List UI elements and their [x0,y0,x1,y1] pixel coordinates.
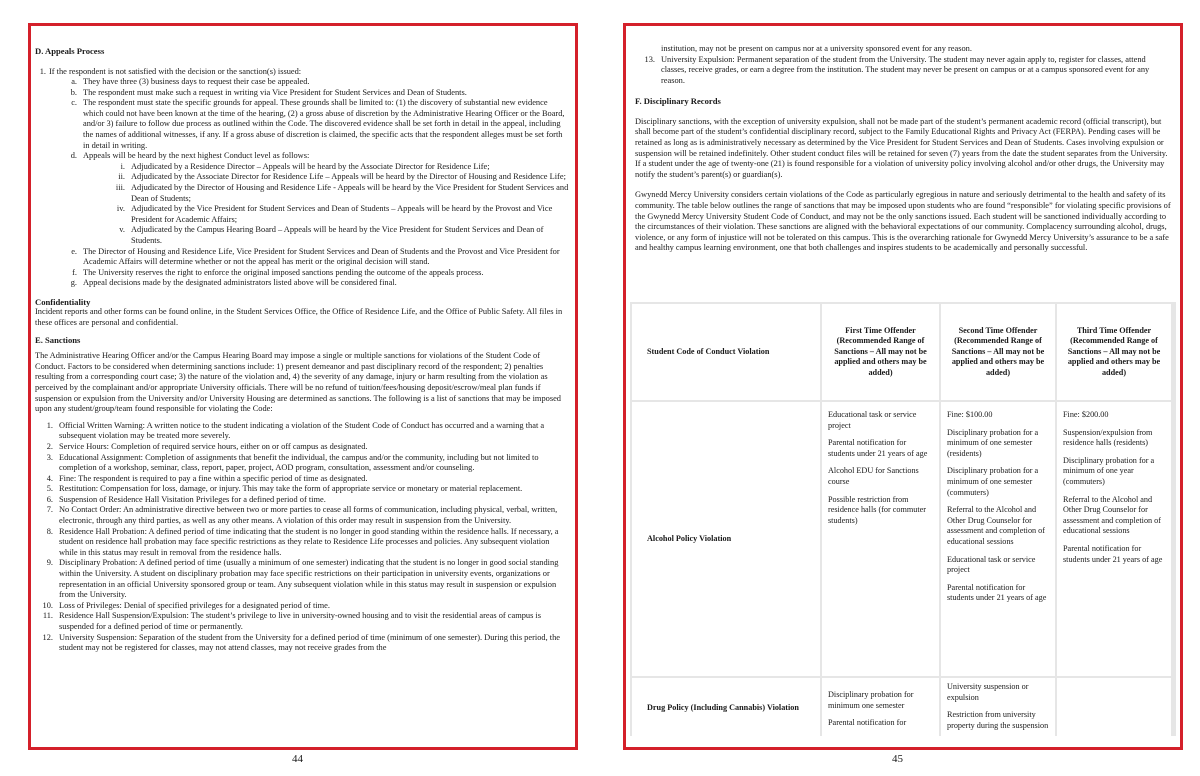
confidentiality-text: Incident reports and other forms can be found online, in the Student Services Office, the Office of Residence Life, and the Office of Public Safety. All files in these offices are personal and confidential. [35,307,563,328]
list-text: Suspension of Residence Hall Visitation Privileges for a defined period of time. [59,494,326,504]
cell-entry: Disciplinary probation for a minimum of one semester (commuters) [947,466,1039,497]
page-44 [28,23,578,750]
list-marker: 2. [46,441,53,451]
drug-second-offense-cell [941,678,1055,738]
disciplinary-records-text: Disciplinary sanctions, with the exception of university expulsion, shall not be made part of the student’s permanent academic record (official transcript), but shall become part of the student’s confidential disciplinary record, subject to the Family Educational Rights and Privacy Act (FERPA). Pending cases will be retained as long as is administratively necessary as determined by the Vice President for Student Services and Dean of Students. Cases involving expulsion or suspension will be retained indefinitely. Other student conduct files will be retained for seven (7) years from the date the student separates from the University. If a student under the age of twenty-one (21) is found responsible for a violation of university policy involving alcohol and/or other drugs, the University may notify the student’s parent(s) or guardian(s). [635,116,1168,179]
list-marker: 11. [42,611,53,621]
list-marker: g. [70,278,77,288]
row-label-drug: Drug Policy (Including Cannabis) Violation [632,678,820,738]
appeal-sublist [35,77,569,162]
sanction-item [35,453,569,474]
heading-appeals-process: D. Appeals Process [35,46,105,56]
appeal-level-list [35,162,569,247]
cell-entry: Possible restriction from residence halls (for commuter students) [828,494,926,525]
list-text: Loss of Privileges: Denial of specified privileges for a designated period of time. [59,600,330,610]
list-marker: c. [71,98,77,108]
table-header-violation: Student Code of Conduct Violation [632,304,820,400]
sanction-item [35,474,569,485]
list-text: Adjudicated by the Associate Director for Residence Life – Appeals will be heard by the Director of Housing and Residence Life; [131,172,566,182]
list-item [35,204,569,225]
list-marker: iii. [115,183,125,193]
drug-first-offense-cell [822,678,939,738]
list-marker: b. [70,87,77,97]
list-item [35,77,569,88]
list-text: Restitution: Compensation for loss, damage, or injury. This may take the form of appropriate service or monetary or material replacement. [59,484,523,494]
sanction-item [35,611,569,632]
list-marker: iv. [116,204,125,214]
list-text: Adjudicated by the Vice President for Student Services and Dean of Students – Appeals will be heard by the Provost and Vice President for Academic Affairs; [131,204,553,224]
gwynedd-mercy-statement: Gwynedd Mercy University considers certain violations of the Code as particularly egregious in nature and seriously detrimental to the health and safety of its community. The table below outlines the range of sanctions that may be imposed upon students who are found “responsible” for violating specific provisions of the Gwynedd Mercy University Student Code of Conduct, and may not be the only sanctions issued. Each student will be sanctioned individually according to the circumstances of their violation. These sanctions are aligned with the behavioral expectations of our community. Complacency surrounding alcohol, drugs, violence, or any form of injustice will not be tolerated on this campus. This is the overarching rationale for Gwynedd Mercy University’s assurance to be a safe and healthy campus learning environment, one that both challenges and inspires students to be academically and personally successful. [635,190,1171,253]
list-item [35,268,569,279]
table-header-second-offender: Second Time Offender (Recommended Range of Sanctions – All may not be applied and others may be added) [941,304,1055,400]
list-item [35,225,569,246]
list-text: Official Written Warning: A written notice to the student indicating a violation of the Student Code of Conduct has occurred and a warning that a subsequent violation may be treated more severely. [59,420,545,441]
sanction-item [35,558,569,600]
alcohol-third-offense-cell [1057,402,1171,676]
list-marker: a. [71,77,77,87]
sanction-item [35,421,569,442]
list-marker: v. [119,225,125,235]
list-marker: i. [120,161,125,171]
list-item [35,151,569,162]
cell-entry: Educational task or service project [828,410,917,430]
list-text: Adjudicated by the Director of Housing and Residence Life - Appeals will be heard by the Vice President for Student Services and Dean of Students; [131,183,569,203]
page-number-44: 44 [292,753,303,765]
alcohol-second-offense-cell [941,402,1055,676]
cell-entry: Referral to the Alcohol and Other Drug Counselor for assessment and completion of educational sessions [947,505,1046,546]
cell-entry: Disciplinary probation for a minimum of one semester (residents) [947,427,1039,458]
list-item [35,278,569,289]
list-text: Residence Hall Probation: A defined period of time indicating that the student is no longer in good standing within the residence halls. If necessary, a student on residence hall probation may face specific restrictions as they relate to Residence Life processes and policies. Any subsequent violation while in this status may result in removal from the residence halls. [59,526,559,557]
list-marker: 4. [46,473,53,483]
list-text: Service Hours: Completion of required service hours, either on or off campus as designated. [59,441,368,451]
cell-entry: Fine: $200.00 [1063,410,1109,419]
row-label-alcohol: Alcohol Policy Violation [632,402,820,676]
list-marker: d. [70,151,77,161]
table-row-alcohol [630,400,1176,676]
list-marker: e. [71,246,77,256]
list-text: The respondent must make such a request in writing via Vice President for Student Services and Dean of Students. [83,87,467,97]
cell-entry: University suspension or expulsion [947,682,1029,702]
sanction-12-continued: institution, may not be present on campus nor at a university sponsored event for any reason. [661,44,972,53]
cell-entry: Restriction from university property during the suspension [947,710,1049,730]
list-text: Adjudicated by a Residence Director – Appeals will be heard by the Associate Director for Residence Life; [131,161,490,171]
list-text: The University reserves the right to enforce the original imposed sanctions pending the outcome of the appeals process. [83,267,484,277]
cell-entry: Parental notification for students under 21 years of age [828,438,928,458]
drug-third-offense-cell [1057,678,1171,738]
cell-entry: Disciplinary probation for minimum one semester [828,690,914,710]
cell-entry: Parental notification for [828,718,907,728]
list-text: Educational Assignment: Completion of assignments that benefit the individual, the campus and/or the community, including but not limited to completion of a workshop, seminar, class, report, paper, project, AOD program, consultation, assessment and/or counseling. [59,452,539,473]
alcohol-first-offense-cell [822,402,939,676]
heading-confidentiality: Confidentiality [35,296,91,307]
table-header-first-offender: First Time Offender (Recommended Range of Sanctions – All may not be applied and others may be added) [822,304,939,400]
cell-entry: Disciplinary probation for a minimum of one year (commuters) [1063,455,1155,486]
cell-entry: Referral to the Alcohol and Other Drug Counselor for assessment and completion of educational sessions [1063,494,1162,536]
list-item [35,183,569,204]
list-text: No Contact Order: An administrative directive between two or more parties to cease all forms of communication, including physical, verbal, written, electronic, through any third parties, as well as any other means. A violation of this order may result in suspension from the University. [59,505,558,526]
list-marker: 1. [46,420,53,430]
sanction-item [35,633,569,654]
list-marker: 7. [46,505,53,515]
list-text: Fine: The respondent is required to pay a fine within a specific period of time as designated. [59,473,368,483]
sanction-item [35,505,569,526]
page-45-content [635,44,1171,254]
list-item [35,162,569,173]
sanction-item [35,442,569,453]
cell-entry: Parental notification for students under 21 years of age [1063,543,1163,564]
list-text: Disciplinary Probation: A defined period of time (usually a minimum of one semester) indicating that the student is no longer in good social standing within the University. A student on disciplinary probation may face specific restrictions on their participation in university events, organizations or representation in an official University sponsored group or team. Any subsequent violation while in this status may result in suspension or expulsion from the University. [59,558,559,600]
sanction-list [35,421,569,654]
heading-disciplinary-records: F. Disciplinary Records [635,96,721,107]
page-number-45: 45 [892,753,903,765]
sanction-13: 13. University Expulsion: Permanent separation of the student from the University. The student may never again apply to, register for classes, attend classes, receive grades, or earn a degree from the institution. The student may never be present on campus or at a campus sponsored event for any reason. [644,54,1150,85]
list-marker: 9. [46,558,53,568]
list-marker: 5. [46,484,53,494]
table-header-row [630,302,1176,400]
list-marker: 3. [46,452,53,462]
cell-entry: Alcohol EDU for Sanctions course [828,466,919,486]
list-item [35,98,569,151]
list-text: Adjudicated by the Campus Hearing Board – Appeals will be heard by the Vice President for Student Services and Dean of Students. [131,225,544,245]
list-marker: 12. [42,632,53,642]
list-item [35,88,569,99]
list-marker: 6. [46,494,53,504]
sanction-item [35,484,569,495]
list-text: University Suspension: Separation of the student from the University for a defined period of time (minimum of one semester). During this period, the student may not be registered for classes, may not attend classes, may not receive grades from the [59,632,560,653]
table-row-drug [630,676,1176,738]
table-header-third-offender: Third Time Offender (Recommended Range of Sanctions – All may not be applied and others may be added) [1057,304,1171,400]
list-text: They have three (3) business days to request their case be appealed. [83,77,310,87]
list-item [35,172,569,183]
sanctions-table [630,302,1176,736]
cell-entry: Educational task or service project [947,554,1036,575]
sanction-item [35,601,569,612]
list-text: Appeals will be heard by the next highest Conduct level as follows: [83,151,310,161]
page-45 [623,23,1183,750]
sanction-item [35,527,569,559]
list-text: The Director of Housing and Residence Life, Vice President for Student Services and Dean of Students and the Provost and Vice President for Academic Affairs will determine whether or not the appeal has merit or the original decision will stand. [83,246,560,267]
heading-sanctions: E. Sanctions [35,334,81,345]
cell-entry: Parental notification for students under 21 years of age [947,582,1047,603]
sanctions-intro: The Administrative Hearing Officer and/or the Campus Hearing Board may impose a single or multiple sanctions for violations of the Student Code of Conduct. Factors to be considered when determining sanctions include: 1) present demeanor and past disciplinary record of the respondent; 2) penalties resulting from a corresponding court case; 3) the nature of the violation and, 4) the severity of any damage, injury or harm resulting from the violation as perceived by the complainant and/or appropriate University officials. There will be no refund of tuition/fees/housing deposit/escrow/meal plan funds if suspension or expulsion from the University and/or University Housing are determined as sanctions. The following is a list of sanctions that may be imposed upon any student/group/team found responsible for violating the Code: [35,351,561,414]
list-marker: ii. [118,172,125,182]
sanction-item [35,495,569,506]
appeals-item-1: 1. If the respondent is not satisfied with the decision or the sanction(s) issued: [39,66,302,76]
page-44-content [35,46,569,654]
list-marker: f. [72,267,77,277]
list-item [35,247,569,268]
cell-entry: Fine: $100.00 [947,410,993,419]
list-text: Residence Hall Suspension/Expulsion: The student’s privilege to live in university-owned housing and to visit the residential areas of campus is suspended for a defined period of time or permanently. [59,611,542,631]
list-text: The respondent must state the specific grounds for appeal. These grounds shall be limited to: (1) the discovery of substantial new evidence which could not have been known at the time of the hearing, (2) a gross abuse of discretion by the Administrative Hearing Officer or the Board, and/or 3) failure to follow due process as outlined within the Code. The discovered evidence shall be set forth in detail in the appeal, including the names of additional witnesses, if any. If a gross abuse of discretion is claimed, the specific acts that the respondent alleges must be set forth in detail in writing. [83,98,565,150]
cell-entry: Suspension/expulsion from residence halls (residents) [1063,427,1153,448]
list-marker: 10. [42,600,53,610]
list-marker: 8. [46,526,53,536]
appeal-sublist-continued [35,247,569,289]
list-text: Appeal decisions made by the designated administrators listed above will be considered final. [83,278,397,288]
